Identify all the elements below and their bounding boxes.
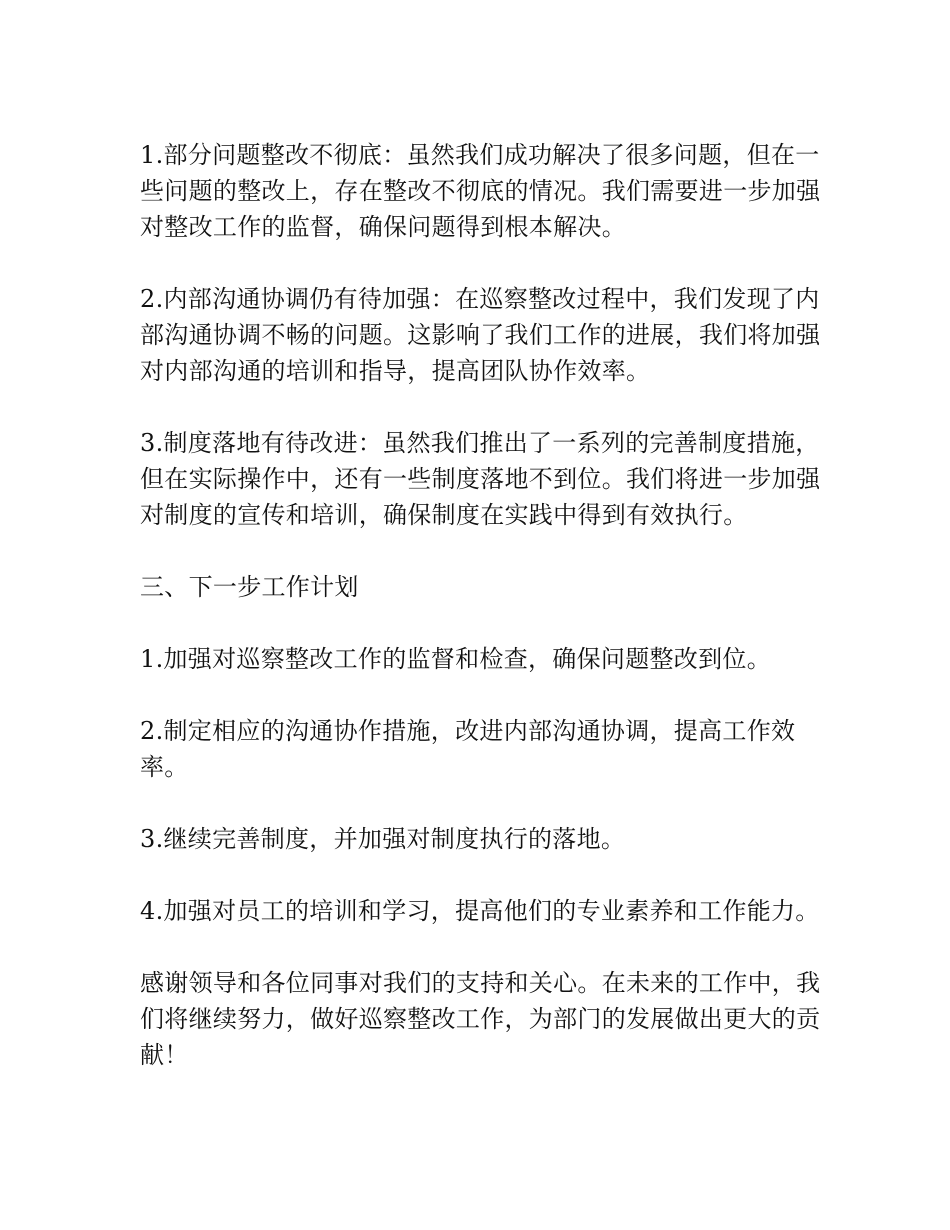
closing-paragraph: 感谢领导和各位同事对我们的支持和关心。在未来的工作中，我们将继续努力，做好巡察整改工作，为部门的发展做出更大的贡献！ <box>140 969 821 1069</box>
plan-item-4: 4.加强对员工的培训和学习，提高他们的专业素养和工作能力。 <box>140 897 820 925</box>
issue-paragraph-3: 3.制度落地有待改进：虽然我们推出了一系列的完善制度措施，但在实际操作中，还有一些制度落地不到位。我们将进一步加强对制度的宣传和培训，确保制度在实践中得到有效执行。 <box>140 429 821 529</box>
plan-item-2: 2.制定相应的沟通协作措施，改进内部沟通协调，提高工作效率。 <box>140 717 796 781</box>
document-body <box>140 137 830 1073</box>
issue-paragraph-1: 1.部分问题整改不彻底：虽然我们成功解决了很多问题，但在一些问题的整改上，存在整改不彻底的情况。我们需要进一步加强对整改工作的监督，确保问题得到根本解决。 <box>140 141 821 241</box>
issue-paragraph-2: 2.内部沟通协调仍有待加强：在巡察整改过程中，我们发现了内部沟通协调不畅的问题。这影响了我们工作的进展，我们将加强对内部沟通的培训和指导，提高团队协作效率。 <box>140 285 821 385</box>
plan-item-3: 3.继续完善制度，并加强对制度执行的落地。 <box>140 825 626 853</box>
plan-item-1: 1.加强对巡察整改工作的监督和检查，确保问题整改到位。 <box>140 645 771 673</box>
section-heading: 三、下一步工作计划 <box>140 573 359 601</box>
